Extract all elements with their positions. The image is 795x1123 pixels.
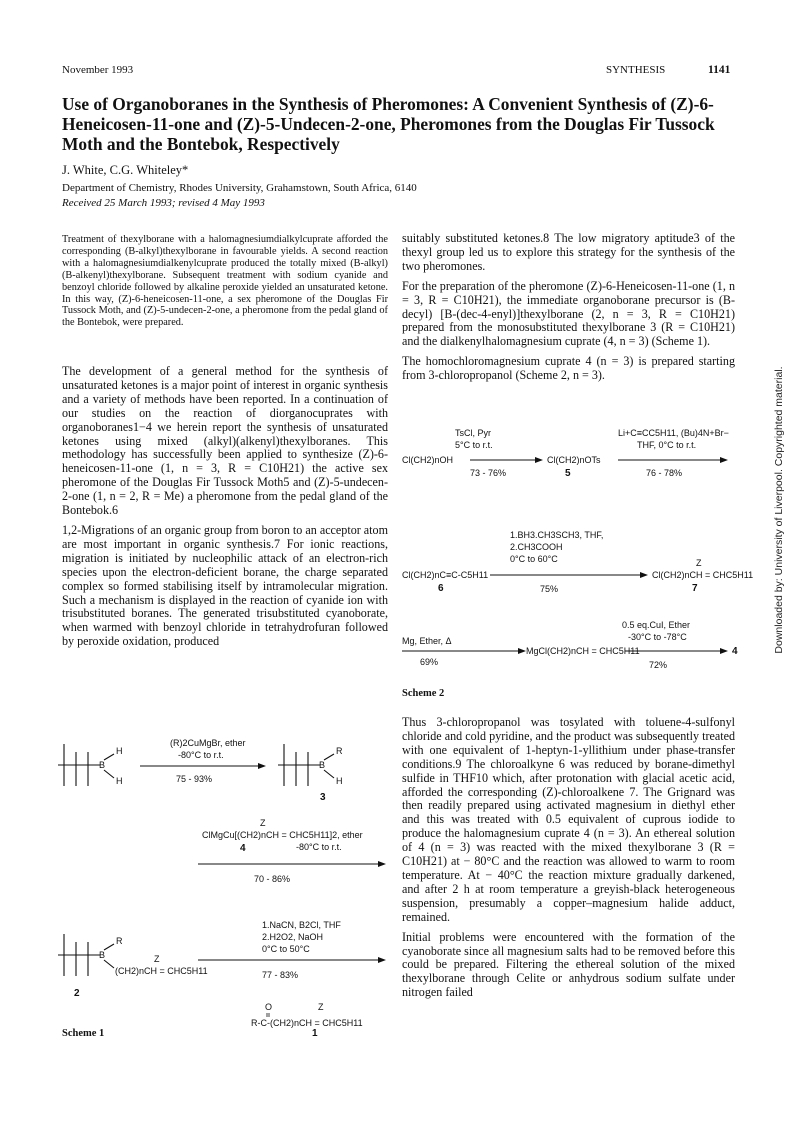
- arrow-head: [720, 648, 728, 654]
- z-stereo-label: Z: [260, 818, 266, 828]
- scheme2-condition: Mg, Ether, Δ: [402, 636, 452, 646]
- hydrogen-atom: H: [116, 776, 123, 786]
- scheme1-reagent: -80°C to r.t.: [178, 750, 224, 760]
- header-journal: SYNTHESIS: [606, 64, 666, 76]
- scheme1-reagent: ClMgCu[(CH2)nCH = CHC5H11]2, ether: [202, 830, 363, 840]
- scheme2-condition: Li+C≡CC5H11, (Bu)4N+Br−: [618, 428, 729, 438]
- abstract: Treatment of thexylborane with a halomagnesiumdialkylcuprate afforded the corresponding (B-alkyl)thexylborane in favourable yields. A second reaction with a halomagnesiumdialkenylcuprate produced the totally mixed (B-alkyl)(B-alkenyl)thexylborane. Subsequent treatment with sodium cyanide and benzoyl chloride followed by alkaline peroxide yielded an unsaturated ketone. In this way, (Z)-6-heneicosen-11-one, a sex pheromone of the Douglas Fir Tussock Moth, and (Z)-5-undecen-2-one, a pheromone from the pedal gland of the Bontebok, were prepared.: [62, 234, 388, 329]
- scheme1-reagent: (R)2CuMgBr, ether: [170, 738, 246, 748]
- boron-atom: B: [99, 760, 106, 770]
- scheme2-condition: 5°C to r.t.: [455, 440, 493, 450]
- compound-number: 4: [732, 646, 738, 657]
- mixed-thexylborane-structure: [58, 934, 114, 976]
- hydrogen-atom: H: [116, 746, 123, 756]
- received-dates: Received 25 March 1993; revised 4 May 1993: [62, 197, 265, 209]
- compound-number: 4: [240, 843, 246, 854]
- monoalkyl-thexylborane-structure: [278, 744, 334, 786]
- z-stereo-label: Z: [154, 954, 160, 964]
- scheme1-yield: 70 - 86%: [254, 874, 291, 884]
- scheme2-yield: 69%: [420, 657, 439, 667]
- download-side-note: Downloaded by: University of Liverpool. Copyrighted material.: [773, 366, 785, 654]
- scheme2-compound: Cl(CH2)nOH: [402, 455, 454, 465]
- compound-number: 1: [312, 1028, 318, 1039]
- scheme1-reagent: 2.H2O2, NaOH: [262, 932, 324, 942]
- compound-number: 7: [692, 583, 698, 594]
- r-group: R: [336, 746, 343, 756]
- scheme-2-diagram: [400, 418, 754, 708]
- boron-atom: B: [319, 760, 326, 770]
- scheme2-yield: 73 - 76%: [470, 468, 507, 478]
- authors: J. White, C.G. Whiteley*: [62, 163, 189, 177]
- scheme2-compound: Cl(CH2)nOTs: [547, 455, 601, 465]
- hydrogen-atom: H: [336, 776, 343, 786]
- scheme2-yield: 75%: [540, 584, 559, 594]
- paragraph: Thus 3-chloropropanol was tosylated with toluene-4-sulfonyl chloride and cold pyridine, and the product was subsequently treated with one equivalent of 1-heptyn-1-yllithium under phase-transfer conditions.9 The chloroalkyne 6 was reduced by borane-dimethyl sulfide in THF10 which, after protonation with glacial acetic acid, afforded the corresponding (Z)-chloroalkene 7. The Grignard was then readily prepared using activated magnesium in diethyl ether and this was treated with 0.5 equivalent of cuprous iodide to produce the halomagnesium cuprate 4 (n = 3). An ethereal solution of 4 (n = 3) was reacted with the mixed thexylborane 3 (R = C10H21) at − 80°C and the reaction was allowed to warm to room temperature. At − 40°C the reaction mixture gradually darkened, and after 2 h at room temperature a greyish-black heterogeneous suspension, presumably a copper–magnesium halide adduct, remained.: [402, 715, 735, 924]
- scheme2-condition: 0.5 eq.CuI, Ether: [622, 620, 691, 630]
- r-group: R: [116, 936, 123, 946]
- arrow-head: [518, 648, 526, 654]
- scheme2-compound: Cl(CH2)nCH = CHC5H11: [652, 570, 754, 580]
- paragraph: 1,2-Migrations of an organic group from boron to an acceptor atom are most important in organic synthesis.7 For ionic reactions, migration is initiated by nucleophilic attack of an electron-rich species upon the electron-deficient borane, the charge separated complex so formed stabilising itself by intramolecular migration. Such a mechanism is displayed in the reaction of cyanide ion with trisubstituted boranes. The generated trisubstituted cyanoborate, when warmed with benzoyl chloride in tetrahydrofuran followed by peroxide oxidation, produced: [62, 522, 388, 649]
- scheme1-reagent: -80°C to r.t.: [296, 842, 342, 852]
- arrow-head: [378, 861, 386, 867]
- scheme2-yield: 76 - 78%: [646, 468, 683, 478]
- carbonyl-oxygen: O: [265, 1002, 273, 1012]
- z-stereo-label: Z: [696, 558, 702, 568]
- scheme2-yield: 72%: [649, 660, 668, 670]
- paragraph: Initial problems were encountered with the formation of the cyanoborate since all magnesium salts had to be removed before this could be prepared. Filtering the ethereal solution of the mixed thexylborane through Celite or anhydrous sodium sulfate under nitrogen failed: [402, 929, 735, 1000]
- scheme-2-label: Scheme 2: [402, 688, 445, 699]
- paragraph: The development of a general method for the synthesis of unsaturated ketones is a major point of interest in organic synthesis and a variety of methods have been reported. In a continuation of our studies on the reaction of diorganocuprates with organoboranes1−4 we herein report the synthesis of unsaturated ketones using mixed (alkyl)(alkenyl)thexylboranes. This methodology has successfully been applied to synthesize (Z)-6-heneicosen-11-one (1, n = 3, R = C10H21) the active sex pheromone of the Douglas Fir Tussock Moth5 and (Z)-5-undecen-2-one (1, n = 2, R = Me) a pheromone from the pedal gland of the Bontebok.6: [62, 364, 388, 518]
- arrow-head: [258, 763, 266, 769]
- arrow-head: [640, 572, 648, 578]
- article-title: Use of Organoboranes in the Synthesis of Pheromones: A Convenient Synthesis of (Z)-6-Heneicosen-11-one and (Z)-5-Undecen-2-one, Pheromones from the Douglas Fir Tussock Moth and the Bontebok, Respectively: [62, 94, 715, 154]
- thexylborane-structure: [58, 744, 114, 786]
- scheme-1-diagram: [58, 738, 392, 1038]
- header-date: November 1993: [62, 64, 134, 76]
- scheme-1-label: Scheme 1: [62, 1028, 105, 1039]
- scheme2-compound: MgCl(CH2)nCH = CHC5H11: [526, 646, 640, 656]
- compound-number: 2: [74, 988, 80, 999]
- scheme2-compound: Cl(CH2)nC≡C-C5H11: [402, 570, 489, 580]
- arrow-head: [378, 957, 386, 963]
- scheme1-yield: 75 - 93%: [176, 774, 213, 784]
- arrow-head: [720, 457, 728, 463]
- arrow-head: [535, 457, 543, 463]
- body-right-column-top: [402, 232, 735, 389]
- scheme2-condition: TsCl, Pyr: [455, 428, 491, 438]
- paragraph: For the preparation of the pheromone (Z)-6-Heneicosen-11-one (1, n = 3, R = C10H21), the immediate organoborane precursor is (B-decyl) [B-(dec-4-enyl)]thexylborane (2, n = 3, R = C10H21) prepared from the monosubstituted thexylborane 3 (R = C10H21) and the dialkenylhalomagnesium cuprate (4, n = 3) (Scheme 1).: [402, 278, 735, 349]
- scheme2-condition: -30°C to -78°C: [628, 632, 687, 642]
- scheme2-condition: 0°C to 60°C: [510, 554, 558, 564]
- scheme2-condition: THF, 0°C to r.t.: [637, 440, 697, 450]
- compound-number: 5: [565, 468, 571, 479]
- alkenyl-chain: (CH2)nCH = CHC5H11: [115, 966, 208, 976]
- z-stereo-label: Z: [318, 1002, 324, 1012]
- scheme1-reagent: 0°C to 50°C: [262, 944, 310, 954]
- scheme1-reagent: 1.NaCN, B2Cl, THF: [262, 920, 341, 930]
- affiliation: Department of Chemistry, Rhodes University, Grahamstown, South Africa, 6140: [62, 182, 417, 194]
- paragraph: The homochloromagnesium cuprate 4 (n = 3) is prepared starting from 3-chloropropanol (Scheme 2, n = 3).: [402, 354, 735, 383]
- header-page-number: 1141: [708, 64, 731, 76]
- scheme2-condition: 2.CH3COOH: [510, 542, 563, 552]
- scheme2-condition: 1.BH3.CH3SCH3, THF,: [510, 530, 604, 540]
- compound-number: 6: [438, 583, 444, 594]
- product-ketone: R-C-(CH2)nCH = CHC5H11: [251, 1018, 363, 1028]
- paragraph: suitably substituted ketones.8 The low migratory aptitude3 of the thexyl group led us to explore this strategy for the synthesis of the two pheromones.: [402, 231, 735, 273]
- body-right-column-bottom: [402, 716, 735, 1006]
- scheme1-yield: 77 - 83%: [262, 970, 299, 980]
- boron-atom: B: [99, 950, 106, 960]
- compound-number: 3: [320, 792, 326, 803]
- body-left-column: [62, 365, 388, 655]
